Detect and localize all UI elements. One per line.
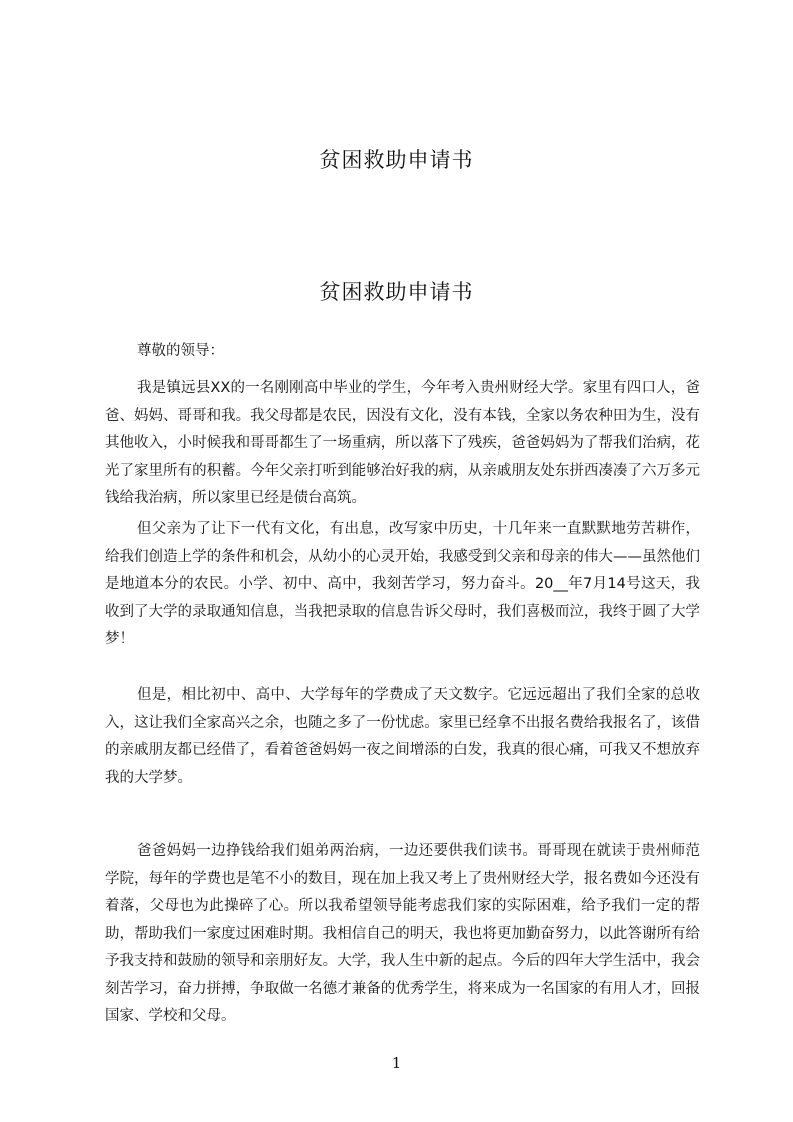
paragraph-4: 爸爸妈妈一边挣钱给我们姐弟两治病，一边还要供我们读书。哥哥现在就读于贵州师范学院，每年的学费也是笔不小的数目，现在加上我又考上了贵州财经大学，报名费如今还没有着落，父母也为此操碎了心。所以我希望领导能考虑我们家的实际困难，给予我们一定的帮助，帮助我们一家度过困难时期。我相信自己的明天，我也将更加勤奋努力，以此答谢所有给予我支持和鼓励的领导和亲朋好友。大学，我人生中新的起点。今后的四年大学生活中，我会刻苦学习，奋力拼搏，争取做一名德才兼备的优秀学生，将来成为一名国家的有用人才，回报国家、学校和父母。 xyxy=(105,843,700,1024)
salutation: 尊敬的领导： xyxy=(137,343,224,359)
header-title: 贫困救助申请书 xyxy=(319,148,474,172)
page-number: 1 xyxy=(391,1054,402,1072)
paragraph-2: 但父亲为了让下一代有文化，有出息，改写家中历史，十几年来一直默默地劳苦耕作，给我们创造上学的条件和机会，从幼小的心灵开始，我感受到父亲和母亲的伟大——虽然他们是地道本分的农民。小学、初中、高中，我刻苦学习，努力奋斗。20__年7月14号这天，我收到了大学的录取通知信息，当我把录取的信息告诉父母时，我们喜极而泣，我终于圆了大学梦！ xyxy=(105,521,700,647)
paragraph-3: 但是，相比初中、高中、大学每年的学费成了天文数字。它远远超出了我们全家的总收入，这让我们全家高兴之余，也随之多了一份忧虑。家里已经拿不出报名费给我报名了，该借的亲戚朋友都已经借了，看着爸爸妈妈一夜之间增添的白发，我真的很心痛，可我又不想放弃我的大学梦。 xyxy=(105,687,700,786)
paragraph-1: 我是镇远县XX的一名刚刚高中毕业的学生，今年考入贵州财经大学。家里有四口人，爸爸、妈妈、哥哥和我。我父母都是农民，因没有文化，没有本钱，全家以务农种田为生，没有其他收入，小时候我和哥哥都生了一场重病，所以落下了残疾，爸爸妈妈为了帮我们治病，花光了家里所有的积蓄。今年父亲打听到能够治好我的病，从亲戚朋友处东拼西凑凑了六万多元钱给我治病，所以家里已经是债台高筑。 xyxy=(105,380,700,506)
document-title: 贫困救助申请书 xyxy=(319,280,474,304)
